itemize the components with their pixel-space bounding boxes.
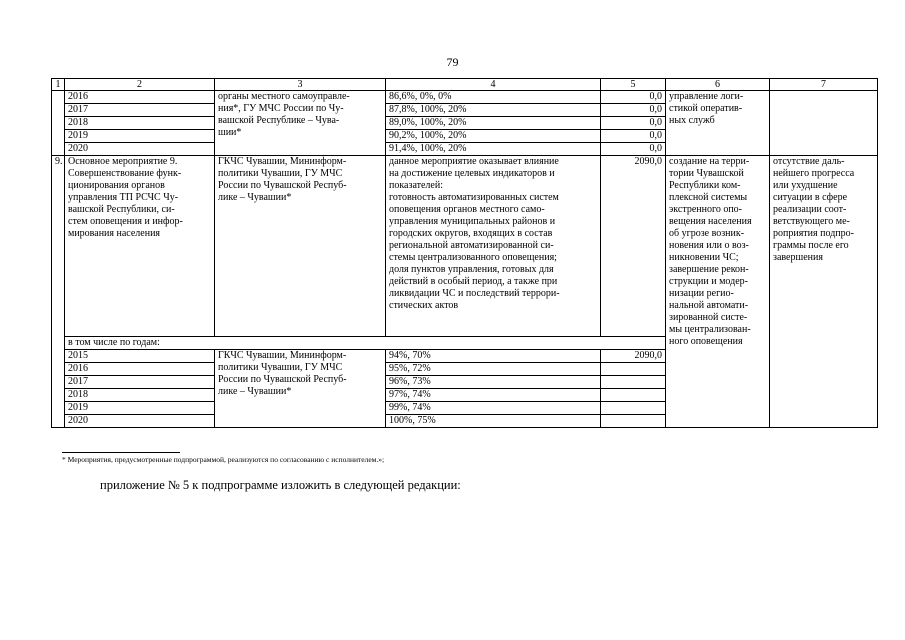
indicator-cell: 89,0%, 100%, 20%	[386, 117, 601, 130]
amount-cell: 0,0	[601, 117, 666, 130]
year-cell: 2020	[65, 143, 215, 156]
indicator-cell: 94%, 70%	[386, 350, 601, 363]
header-cell: 2	[65, 79, 215, 91]
header-cell: 3	[215, 79, 386, 91]
amount-cell	[601, 415, 666, 428]
year-cell: 2018	[65, 117, 215, 130]
table-row	[52, 156, 878, 337]
indicator-cell: 87,8%, 100%, 20%	[386, 104, 601, 117]
year-cell: 2017	[65, 104, 215, 117]
amount-cell	[601, 376, 666, 389]
indicator-cell: 86,6%, 0%, 0%	[386, 91, 601, 104]
year-cell: 2016	[65, 91, 215, 104]
footnote-divider	[62, 452, 180, 453]
by-years-label: в том числе по годам:	[65, 337, 666, 350]
page-number: 79	[446, 55, 459, 69]
header-cell: 1	[52, 79, 65, 91]
result-cell: управление логи- стикой оператив- ных служб	[666, 91, 770, 156]
indicator-cell: 100%, 75%	[386, 415, 601, 428]
indicator-cell: 99%, 74%	[386, 402, 601, 415]
amount-cell: 0,0	[601, 91, 666, 104]
executor-cell: ГКЧС Чувашии, Мининформ- политики Чувашии, ГУ МЧС России по Чувашской Респуб- лике – Чувашии*	[215, 350, 386, 428]
header-cell: 6	[666, 79, 770, 91]
year-cell: 2018	[65, 389, 215, 402]
year-cell: 2017	[65, 376, 215, 389]
year-cell: 2020	[65, 415, 215, 428]
amount-cell: 2090,0	[601, 350, 666, 363]
amount-cell: 0,0	[601, 104, 666, 117]
number-cell: 9.	[52, 156, 65, 428]
amount-cell	[601, 363, 666, 376]
indicator-cell: 95%, 72%	[386, 363, 601, 376]
result-cell: создание на терри- тории Чувашской Республики ком- плексной системы экстренного опо- вещения населения об угрозе возник- новения или о воз- никновении ЧС; завершение рекон- струкции и модер- низации регио- нальной автомати- зированной систе- мы централизован- ного оповещения	[666, 156, 770, 428]
header-cell: 4	[386, 79, 601, 91]
indicator-cell: 90,2%, 100%, 20%	[386, 130, 601, 143]
year-cell: 2019	[65, 402, 215, 415]
amount-cell: 0,0	[601, 130, 666, 143]
executor-cell: органы местного самоуправле- ния*, ГУ МЧС России по Чу- вашской Республике – Чува- шии*	[215, 91, 386, 156]
amount-cell	[601, 389, 666, 402]
table-row	[52, 91, 878, 104]
amount-cell	[601, 402, 666, 415]
header-row	[52, 79, 878, 91]
consequence-cell	[770, 91, 878, 156]
indicator-cell: 97%, 74%	[386, 389, 601, 402]
indicator-cell: 96%, 73%	[386, 376, 601, 389]
amount-cell: 0,0	[601, 143, 666, 156]
program-table	[51, 78, 878, 428]
body-paragraph: приложение № 5 к подпрограмме изложить в следующей редакции:	[100, 478, 461, 492]
header-cell: 5	[601, 79, 666, 91]
executor-cell: ГКЧС Чувашии, Мининформ- политики Чувашии, ГУ МЧС России по Чувашской Респуб- лике – Чувашии*	[215, 156, 386, 337]
consequence-cell: отсутствие даль- нейшего прогресса или ухудшение ситуации в сфере реализации соот- ветствующего ме- роприятия подпро- граммы после его завершения	[770, 156, 878, 428]
measure-name-cell: Основное мероприятие 9. Совершенствование функ- ционирования органов управления ТП РСЧС Чу- вашской Республики, си- стем оповещения и инфор- мирования населения	[65, 156, 215, 337]
year-cell: 2016	[65, 363, 215, 376]
indicator-cell: 91,4%, 100%, 20%	[386, 143, 601, 156]
year-cell: 2019	[65, 130, 215, 143]
amount-cell: 2090,0	[601, 156, 666, 337]
year-cell: 2015	[65, 350, 215, 363]
header-cell: 7	[770, 79, 878, 91]
footnote: * Мероприятия, предусмотренные подпрограммой, реализуются по согласованию с исполнителем.»;	[62, 455, 385, 464]
indicator-cell: данное мероприятие оказывает влияние на достижение целевых индикаторов и показателей: готовность автоматизированных систем оповещения органов местного само- управления муниципальных районов и городских округов, входящих в состав региональной автоматизированной си- стемы централизованного оповещения; доля пунктов управления, готовых для действий в особый период, а также при ликвидации ЧС и последствий террори- стических актов	[386, 156, 601, 337]
number-cell	[52, 91, 65, 156]
